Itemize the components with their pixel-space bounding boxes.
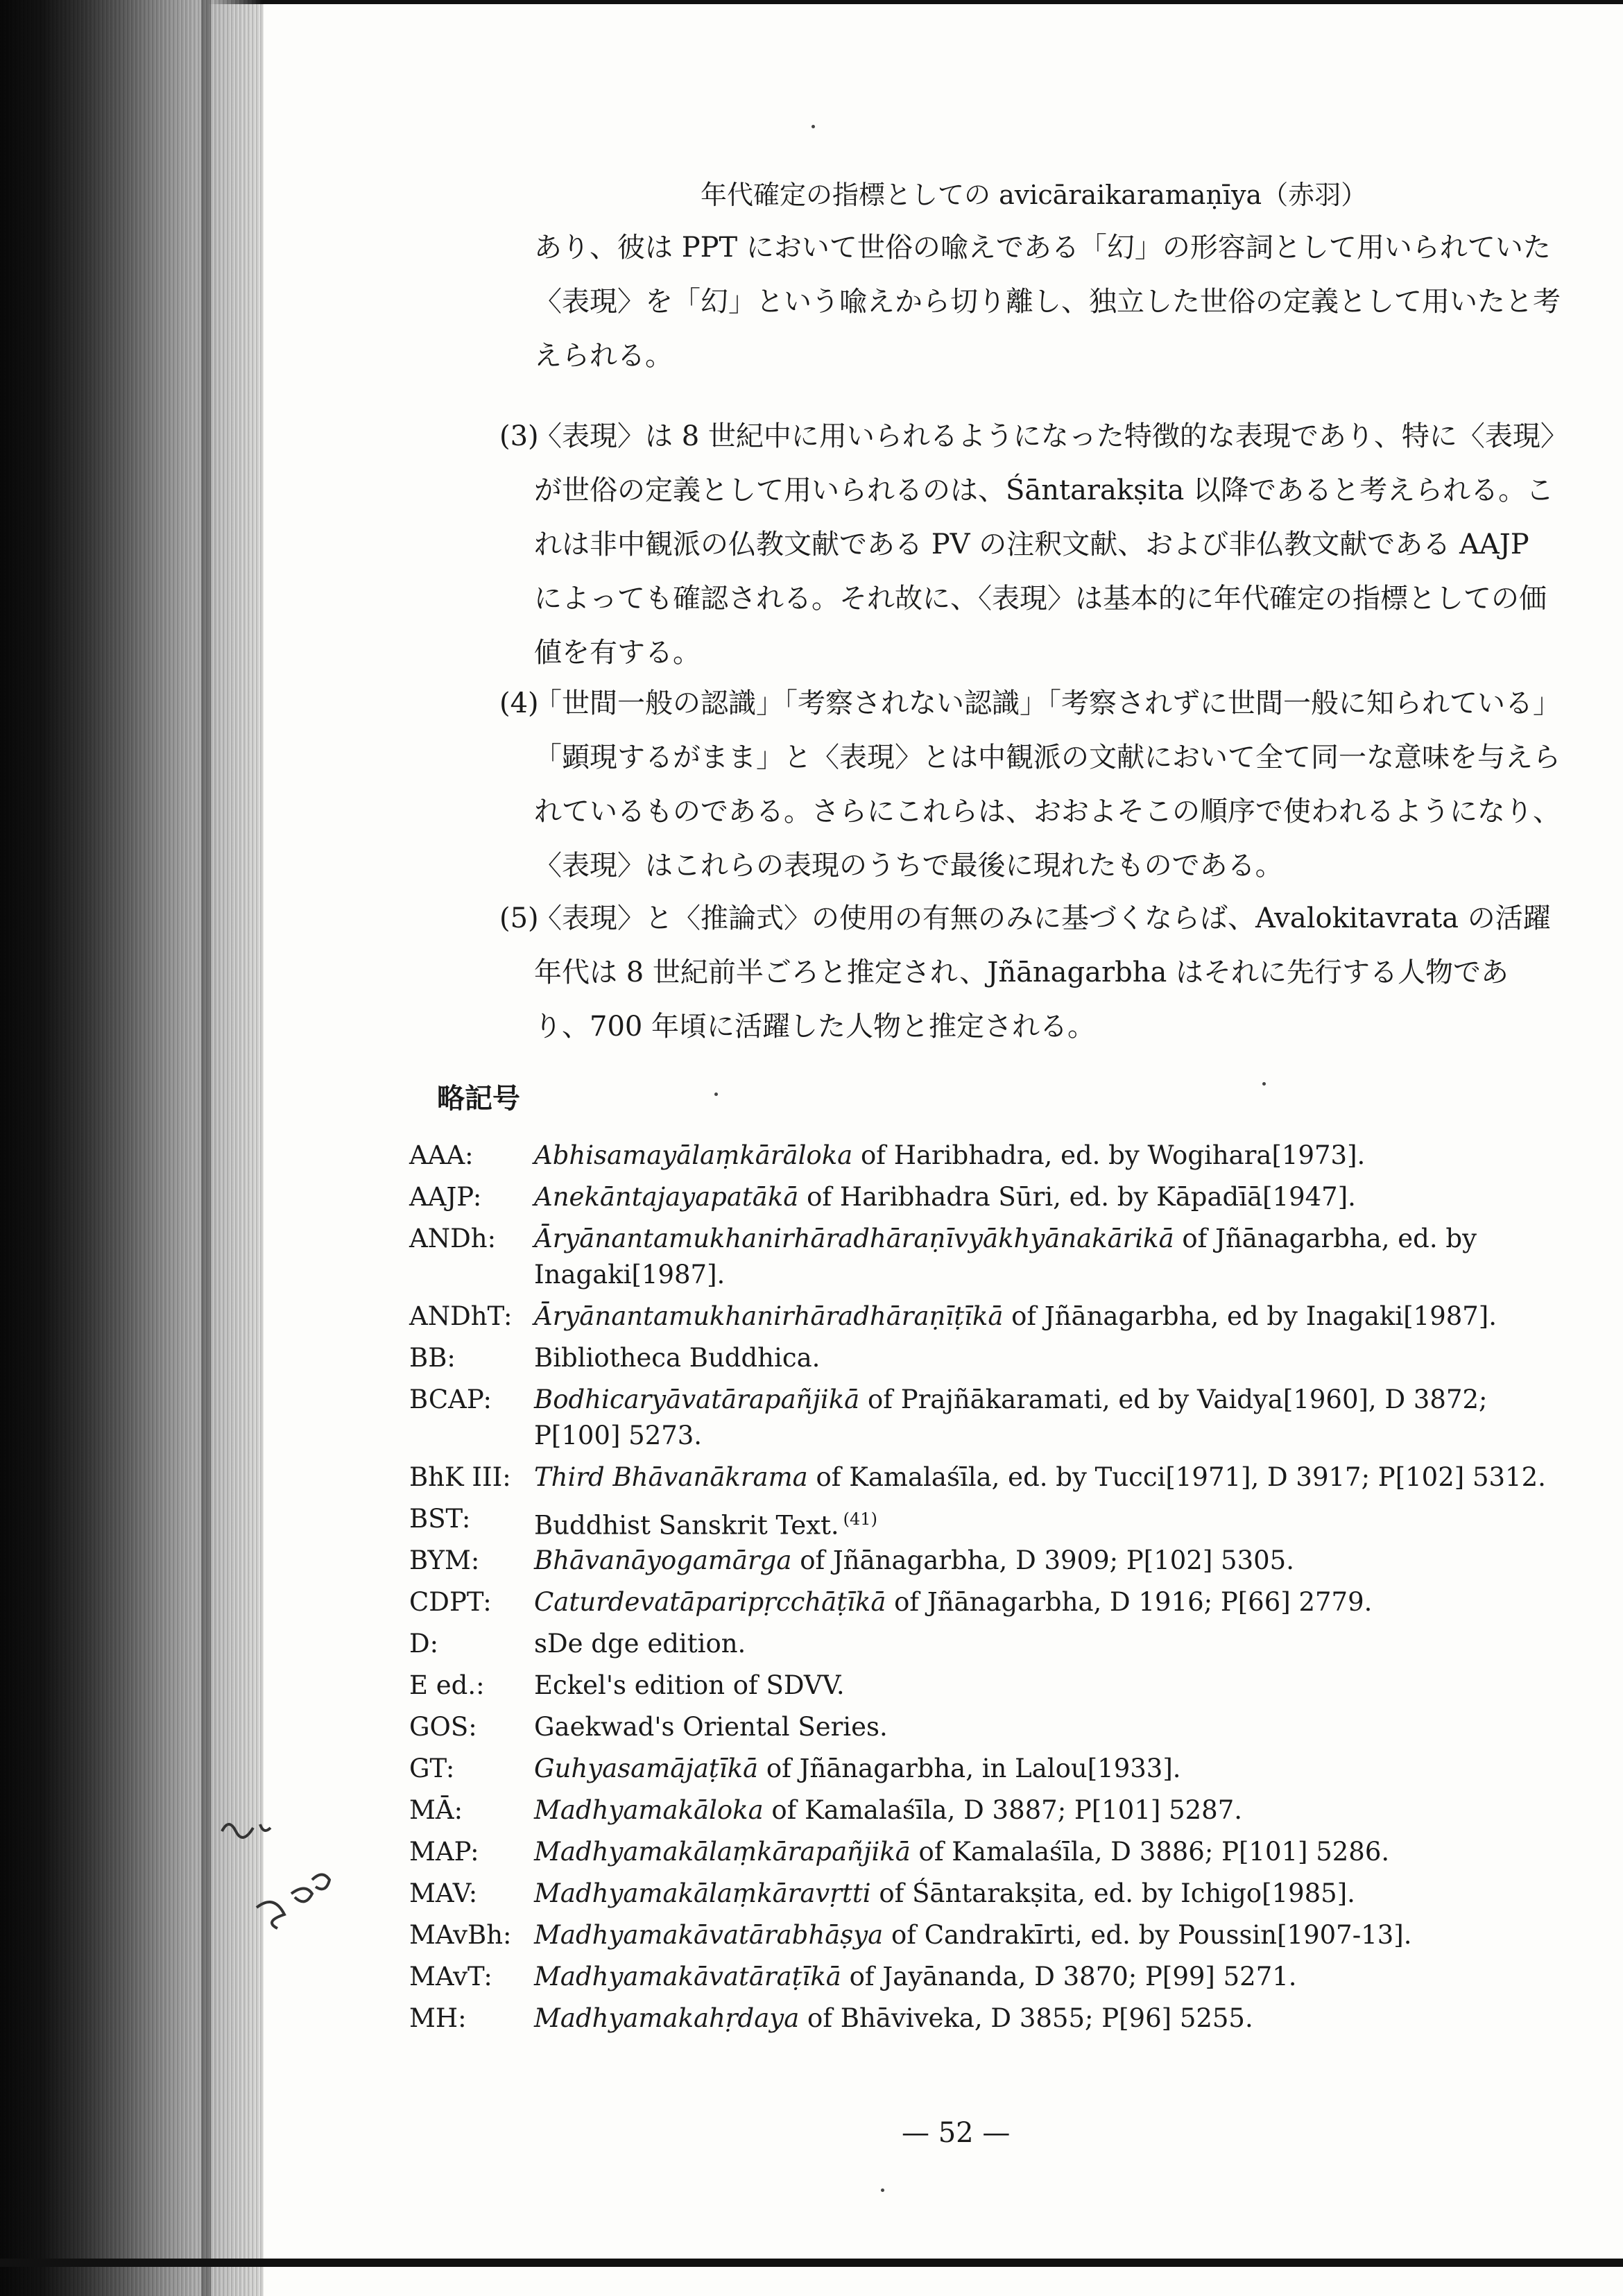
work-details: of Jayānanda, D 3870; P[99] 5271. [841,1962,1297,1991]
scan-speck [1262,1082,1266,1086]
abbreviation-code: MAP: [409,1837,479,1867]
footnote-mark: (41) [843,1509,877,1529]
abbreviation-description [534,1221,1561,1293]
abbreviation-code: MAvT: [409,1962,492,1991]
abbreviation-code: MH: [409,2003,467,2033]
abbreviation-code: ANDh: [409,1224,497,1253]
conclusion-text: 〈表現〉は 8 世紀中に用いられるようになった特徴的な表現であり、特に〈表現〉が世俗の定義として用いられるのは、Śāntarakṣita 以降であると考えられる。これは非中観派の仏教文献である PV の注釈文献、および非仏教文献である AAJP によっても確認される。それ故に、〈表現〉は基本的に年代確定の指標としての価値を有する。 [534,420,1554,669]
abbreviations-list [409,1138,1561,2042]
work-title: Madhyamakahṛdaya [534,2003,800,2033]
abbreviation-code: BYM: [409,1545,480,1575]
abbreviation-code: MAvBh: [409,1920,512,1950]
abbreviation-entry [409,1917,1561,1959]
binding-line [201,0,211,2296]
abbreviation-entry [409,1501,1561,1543]
abbreviation-description [534,1792,1561,1828]
work-details: of Jñānagarbha, ed by Inagaki[1987]. [1003,1301,1497,1331]
work-details: of Haribhadra Sūri, ed. by Kāpadīā[1947]. [798,1182,1356,1212]
work-details: of Jñānagarbha, D 1916; P[66] 2779. [886,1587,1373,1617]
abbreviation-description [534,1917,1561,1953]
abbreviation-entry [409,1138,1561,1179]
work-details: of Śāntarakṣita, ed. by Ichigo[1985]. [870,1878,1355,1908]
abbreviation-code: AAJP: [409,1182,482,1212]
work-details: of Jñānagarbha, in Lalou[1933]. [758,1754,1181,1783]
abbreviation-entry [409,1668,1561,1709]
running-head: 年代確定の指標としての avicāraikaramaṇīya（赤羽） [701,180,1368,210]
work-details: Gaekwad's Oriental Series. [534,1712,888,1742]
abbreviation-entry [409,1834,1561,1876]
abbreviation-code: E ed.: [409,1670,485,1700]
abbreviation-entry [409,1751,1561,1792]
abbreviation-description [534,2001,1561,2037]
abbreviation-code: BCAP: [409,1385,492,1414]
continuation-paragraph: あり、彼は PPT において世俗の喩えである「幻」の形容詞として用いられていた〈表現〉を「幻」という喩えから切り離し、独立した世俗の定義として用いたと考えられる。 [534,232,1561,372]
work-details: of Kamalaśīla, D 3886; P[101] 5286. [910,1837,1390,1867]
abbreviation-description [534,1382,1561,1454]
abbreviation-entry [409,1340,1561,1382]
work-title: Caturdevatāparipṛcchāṭīkā [534,1587,886,1617]
abbreviation-entry [409,1221,1561,1299]
abbreviation-description [534,1626,1561,1662]
scan-speck [812,125,815,128]
work-details: of Bhāviveka, D 3855; P[96] 5255. [799,2003,1253,2033]
work-title: Third Bhāvanākrama [534,1462,808,1492]
abbreviation-description [534,1138,1561,1174]
work-title: Āryānantamukhanirhāradhāraṇīvyākhyānakārikā [534,1224,1174,1253]
abbreviation-description [534,1501,1561,1543]
abbreviation-entry [409,1959,1561,2001]
abbreviation-description [534,1668,1561,1704]
abbreviation-code: MĀ: [409,1795,463,1825]
abbreviation-entry [409,1179,1561,1221]
abbreviation-description [534,1959,1561,1995]
work-details: Bibliotheca Buddhica. [534,1343,821,1373]
work-title: Anekāntajayapatākā [534,1182,799,1212]
abbreviation-description [534,1584,1561,1620]
abbreviation-description [534,1709,1561,1745]
abbreviation-entry [409,1382,1561,1459]
work-title: Madhyamakālaṃkāravṛtti [534,1878,871,1908]
scan-speck [881,2188,884,2192]
abbreviation-entry [409,2001,1561,2042]
work-title: Madhyamakālaṃkārapañjikā [534,1837,911,1867]
work-details: Eckel's edition of SDVV. [534,1670,845,1700]
abbreviation-code: BST: [409,1504,471,1534]
work-details: of Jñānagarbha, D 3909; P[102] 5305. [791,1545,1294,1575]
work-details: of Kamalaśīla, ed. by Tucci[1971], D 3917; P[102] 5312. [807,1462,1546,1492]
abbreviation-entry [409,1459,1561,1501]
abbreviation-description [534,1340,1561,1376]
conclusion-text: 〈表現〉と〈推論式〉の使用の有無のみに基づくならば、Avalokitavrata の活躍年代は 8 世紀前半ごろと推定され、Jñānagarbha はそれに先行する人物であり、700 年頃に活躍した人物と推定される。 [534,902,1551,1043]
work-title: Āryānantamukhanirhāradhāraṇīṭīkā [534,1301,1004,1331]
abbreviation-description [534,1179,1561,1215]
work-title: Abhisamayālaṃkārāloka [534,1140,853,1170]
conclusion-number: (3) [499,420,539,452]
abbreviation-entry [409,1584,1561,1626]
abbreviation-code: AAA: [409,1140,474,1170]
conclusion-number: (4) [499,687,539,719]
work-title: Bodhicaryāvatārapañjikā [534,1385,860,1414]
work-details: of Haribhadra, ed. by Wogihara[1973]. [852,1140,1366,1170]
abbreviation-entry [409,1792,1561,1834]
work-title: Madhyamakāvatāraṭīkā [534,1962,841,1991]
work-details: sDe dge edition. [534,1629,746,1659]
abbreviation-code: BB: [409,1343,456,1373]
abbreviation-entry [409,1543,1561,1584]
work-details: of Candrakīrti, ed. by Poussin[1907-13]. [883,1920,1412,1950]
work-title: Madhyamakāvatārabhāṣya [534,1920,884,1950]
work-title: Guhyasamājaṭīkā [534,1754,759,1783]
scan-shadow-edge [0,0,264,2296]
work-title: Madhyamakāloka [534,1795,764,1825]
work-details: Buddhist Sanskrit Text. [534,1510,839,1541]
abbreviation-code: GT: [409,1754,455,1783]
abbreviation-code: MAV: [409,1878,478,1908]
conclusion-number: (5) [499,902,539,934]
abbreviation-code: CDPT: [409,1587,492,1617]
page-number: — 52 — [902,2117,1011,2149]
work-details: of Jñānagarbha, ed. by Inagaki[1987]. [534,1224,1477,1290]
abbreviation-code: ANDhT: [409,1301,513,1331]
abbreviation-entry [409,1299,1561,1340]
handwritten-annotation-icon [208,1797,347,1949]
work-details: of Prajñākaramati, ed by Vaidya[1960], D 3872; P[100] 5273. [534,1385,1488,1450]
abbreviation-description [534,1299,1561,1335]
abbreviation-description [534,1459,1561,1496]
abbreviation-code: D: [409,1629,439,1659]
abbreviation-description [534,1876,1561,1912]
work-details: of Kamalaśīla, D 3887; P[101] 5287. [763,1795,1242,1825]
bottom-border [0,2259,1623,2267]
abbreviation-description [534,1543,1561,1579]
conclusion-text: 「世間一般の認識」「考察されない認識」「考察されずに世間一般に知られている」「顕現するがまま」と〈表現〉とは中観派の文献において全て同一な意味を与えられているものである。さらにこれらは、おおよそこの順序で使われるようになり、〈表現〉はこれらの表現のうちで最後に現れたものである。 [534,687,1561,882]
abbreviation-code: BhK III: [409,1462,511,1492]
abbreviation-entry [409,1626,1561,1668]
abbreviation-code: GOS: [409,1712,477,1742]
abbreviation-entry [409,1709,1561,1751]
abbreviation-description [534,1834,1561,1870]
abbreviations-heading: 略記号 [437,1083,520,1115]
abbreviation-description [534,1751,1561,1787]
abbreviation-entry [409,1876,1561,1917]
scan-speck [714,1093,718,1096]
work-title: Bhāvanāyogamārga [534,1545,792,1575]
